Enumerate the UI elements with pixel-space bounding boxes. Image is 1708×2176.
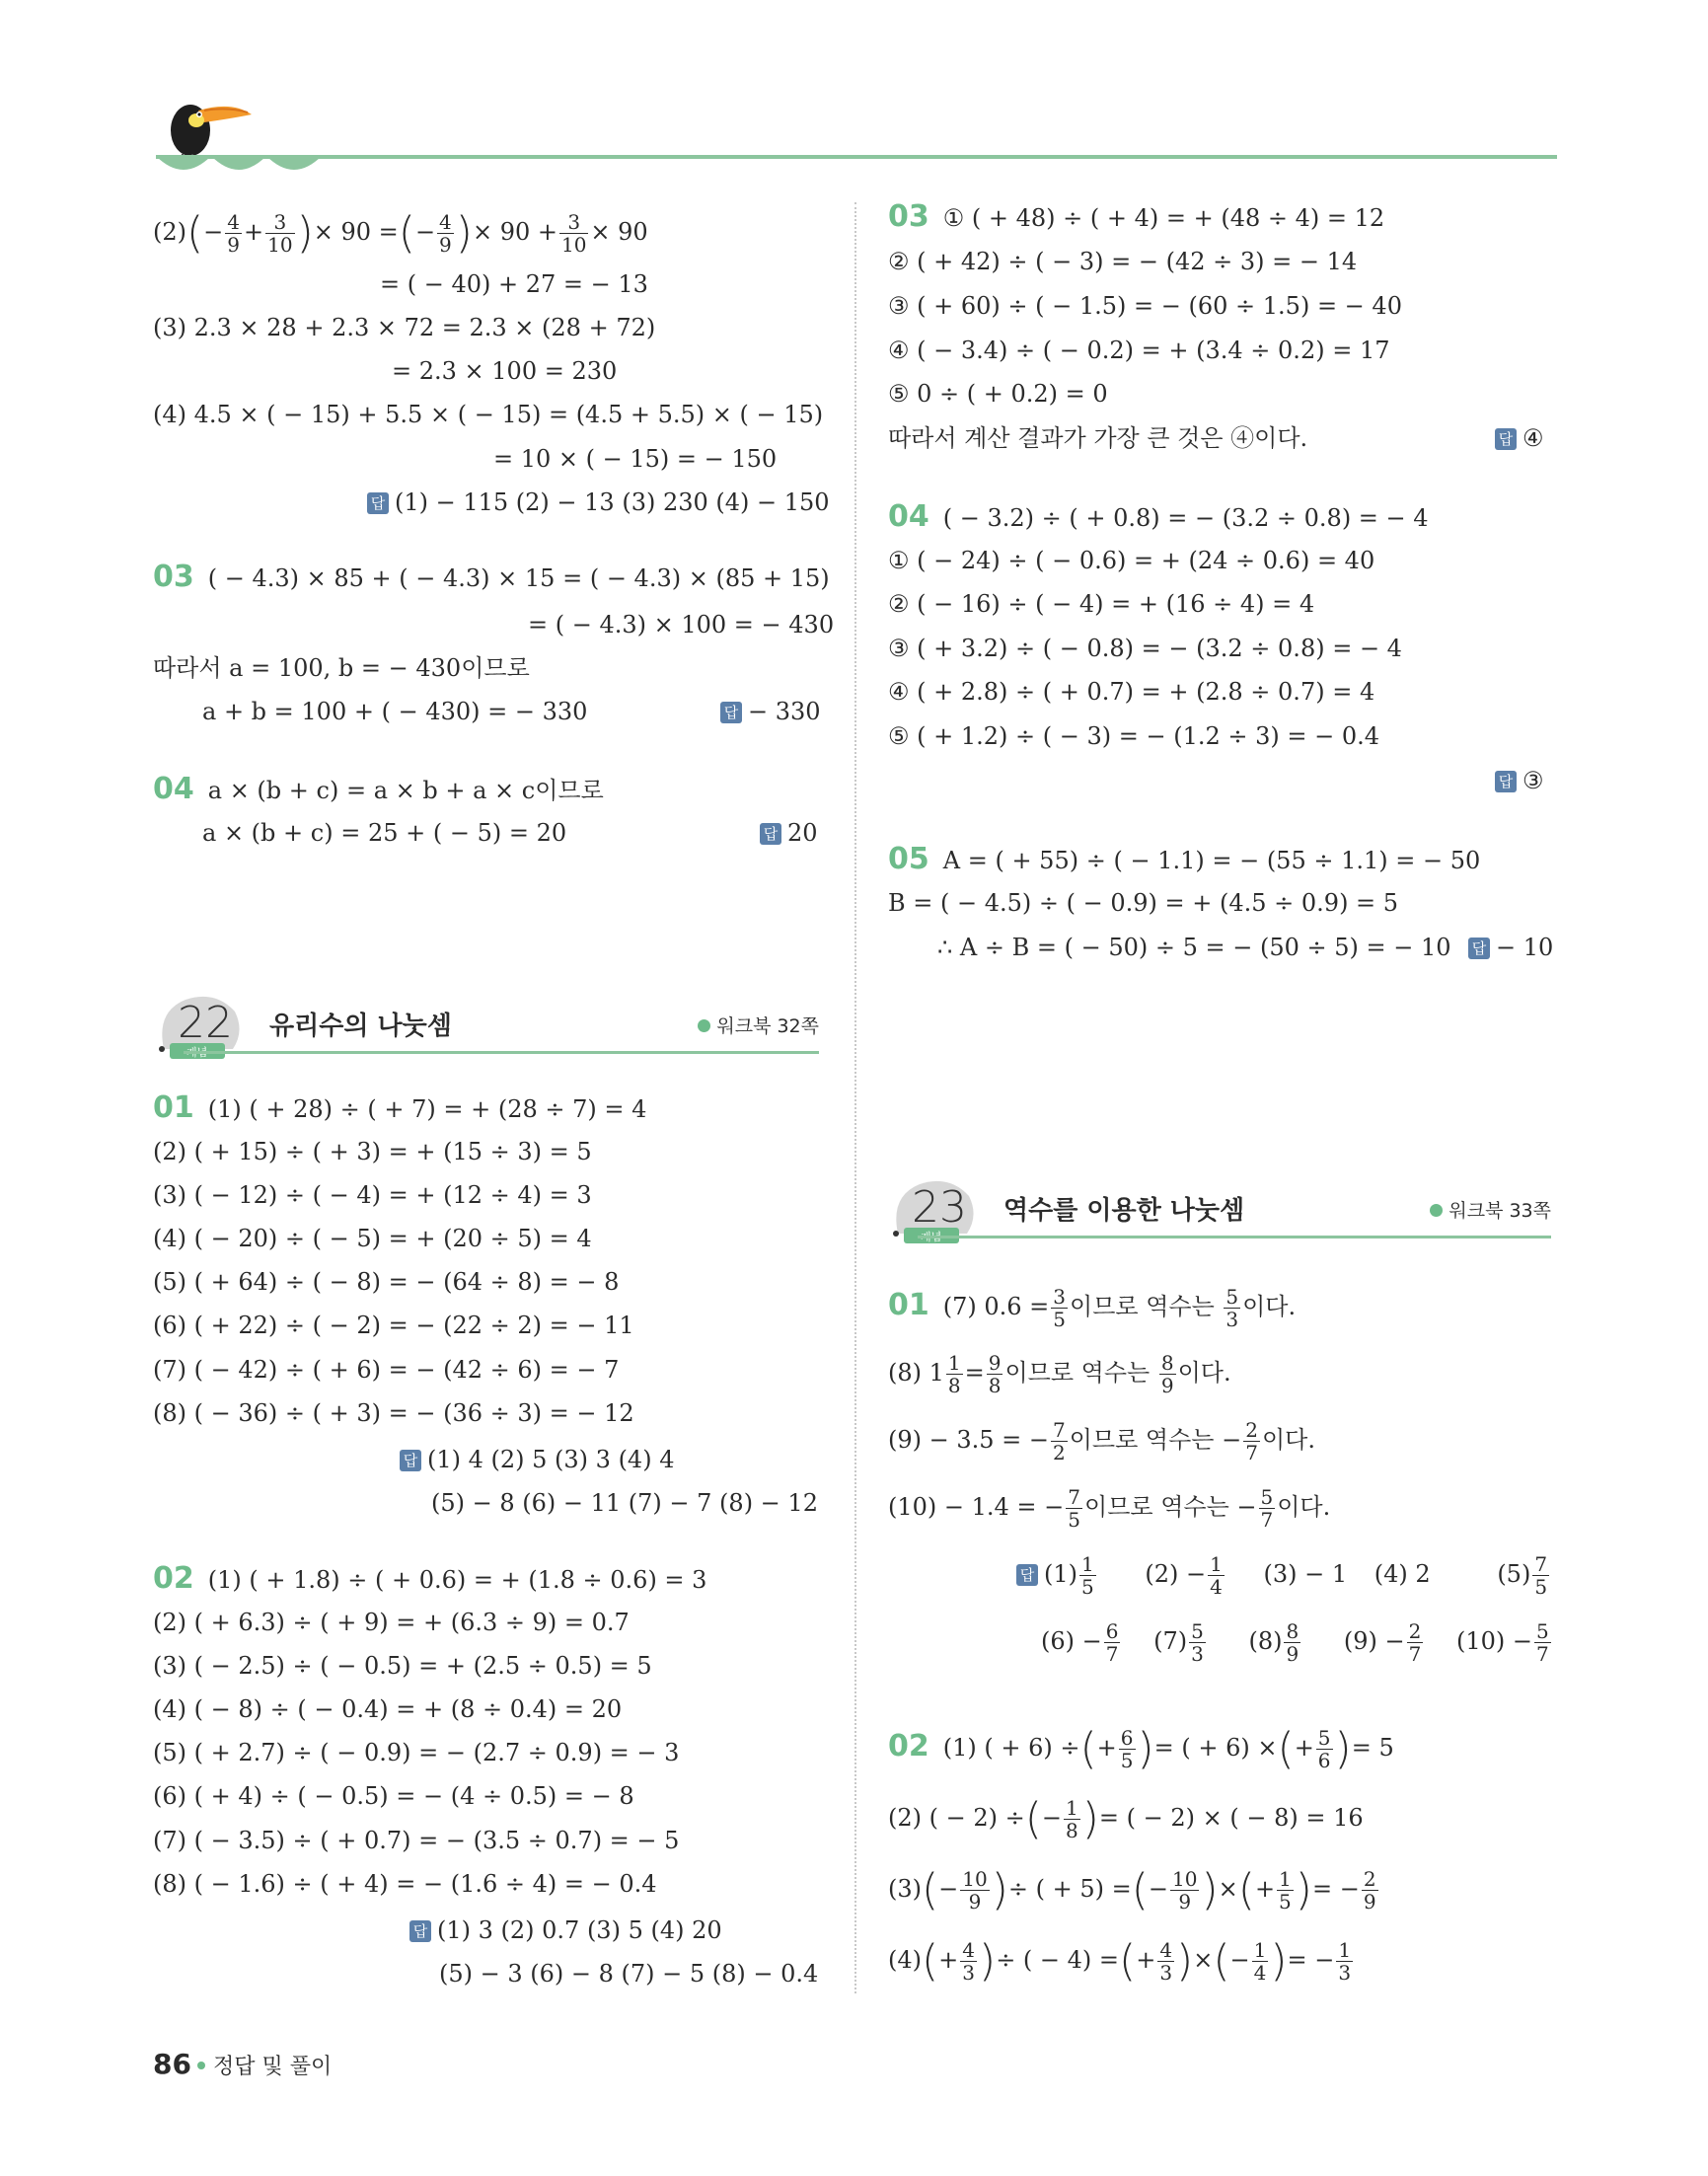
answer-line: 답 ④ bbox=[1495, 423, 1544, 453]
eq-line: ④ ( + 2.8) ÷ ( + 0.7) = + (2.8 ÷ 0.7) = 4 bbox=[888, 678, 1375, 706]
eq-line: (7) ( − 42) ÷ ( + 6) = − (42 ÷ 6) = − 7 bbox=[153, 1356, 620, 1384]
section-title: 역수를 이용한 나눗셈 bbox=[1003, 1196, 1245, 1226]
eq-line: (2) ( + 15) ÷ ( + 3) = + (15 ÷ 3) = 5 bbox=[153, 1138, 592, 1165]
answer-icon: 답 bbox=[760, 823, 781, 845]
section-header-23 bbox=[890, 1176, 1551, 1245]
eq-line: (4) 4.5 × ( − 15) + 5.5 × ( − 15) = (4.5 + 5.5) × ( − 15) bbox=[153, 401, 824, 428]
eq-line: (2)(− $\frac{4}{9}$ + $\frac{3}{10}$ )× 90 =(− $\frac{4}{9}$ )× 90 + $\frac{3}{10}$ × 90 bbox=[153, 207, 648, 259]
eq-line: (5) ( + 2.7) ÷ ( − 0.9) = − (2.7 ÷ 0.9) = − 3 bbox=[153, 1739, 680, 1766]
eq-line: ③ ( + 3.2) ÷ ( − 0.8) = − (3.2 ÷ 0.8) = − 4 bbox=[888, 635, 1402, 662]
eq-line: (8) 1 $\frac{1}{8}$ = $\frac{9}{8}$ 이므로 역수는 $\frac{8}{9}$ 이다. bbox=[888, 1351, 1231, 1397]
answer-icon: 답 bbox=[367, 492, 389, 514]
eq-line: B = ( − 4.5) ÷ ( − 0.9) = + (4.5 ÷ 0.9) = 5 bbox=[888, 889, 1399, 917]
workbook-ref: 워크북 33쪽 bbox=[1430, 1196, 1551, 1223]
answer-line: 답 (1) − 115 (2) − 13 (3) 230 (4) − 150 bbox=[367, 488, 830, 517]
eq-line: (4)(+ $\frac{4}{3}$ )÷ ( − 4) =(+ $\frac{4}{3}$ )×(− $\frac{1}{4}$ )= − $\frac{1}{3}$ bbox=[888, 1935, 1352, 1987]
q02-line: 02 (1) ( + 6) ÷(+ $\frac{6}{5}$ )= ( + 6) ×(+ $\frac{5}{6}$ )= 5 bbox=[888, 1723, 1394, 1774]
page-number: 86 bbox=[153, 2048, 191, 2080]
eq-line: (3) ( − 12) ÷ ( − 4) = + (12 ÷ 4) = 3 bbox=[153, 1181, 592, 1209]
q01-line: 01 (7) 0.6 = $\frac{3}{5}$ 이므로 역수는 $\frac{5}{3}$ 이다. bbox=[888, 1285, 1297, 1331]
answer-line: 답 (1) $\frac{1}{5}$ (2) − $\frac{1}{4}$ (3) − 1 (4) 2 (5) $\frac{7}{5}$ bbox=[1016, 1546, 1551, 1602]
eq-line: = ( − 40) + 27 = − 13 bbox=[380, 270, 648, 298]
answer-icon: 답 bbox=[1016, 1564, 1038, 1586]
eq-line: = ( − 4.3) × 100 = − 430 bbox=[528, 611, 835, 638]
eq-line: ∴ A ÷ B = ( − 50) ÷ 5 = − (50 ÷ 5) = − 10 bbox=[937, 934, 1451, 961]
eq-line: (4) ( − 8) ÷ ( − 0.4) = + (8 ÷ 0.4) = 20 bbox=[153, 1695, 623, 1723]
answer-line: 답 (1) 3 (2) 0.7 (3) 5 (4) 20 bbox=[409, 1915, 722, 1945]
eq-line: (6) ( + 4) ÷ ( − 0.5) = − (4 ÷ 0.5) = − 8 bbox=[153, 1782, 634, 1810]
eq-line: ⑤ 0 ÷ ( + 0.2) = 0 bbox=[888, 380, 1108, 408]
section-header-22 bbox=[156, 992, 819, 1061]
section-number: 23 bbox=[912, 1182, 967, 1233]
eq-line: (3)(− $\frac{10}{9}$ )÷ ( + 5) =(− $\frac{10}{9}$ )×(+ $\frac{1}{5}$ )= − $\frac{2}{9}$ bbox=[888, 1864, 1376, 1915]
eq-line: ③ ( + 60) ÷ ( − 1.5) = − (60 ÷ 1.5) = − 40 bbox=[888, 292, 1402, 320]
answer-line: 답 (1) 4 (2) 5 (3) 3 (4) 4 bbox=[400, 1445, 674, 1474]
eq-line: (3) 2.3 × 28 + 2.3 × 72 = 2.3 × (28 + 72) bbox=[153, 314, 656, 341]
q03-line: 03 ① ( + 48) ÷ ( + 4) = + (48 ÷ 4) = 12 bbox=[888, 199, 1385, 234]
eq-line: = 2.3 × 100 = 230 bbox=[392, 357, 618, 385]
eq-line: ⑤ ( + 1.2) ÷ ( − 3) = − (1.2 ÷ 3) = − 0.4 bbox=[888, 722, 1380, 750]
header-rule bbox=[156, 155, 1557, 159]
answer-line: (5) − 3 (6) − 8 (7) − 5 (8) − 0.4 bbox=[439, 1960, 819, 1988]
eq-line: ② ( + 42) ÷ ( − 3) = − (42 ÷ 3) = − 14 bbox=[888, 248, 1358, 275]
eq-line: (2) ( + 6.3) ÷ ( + 9) = + (6.3 ÷ 9) = 0.7 bbox=[153, 1609, 630, 1636]
answer-icon: 답 bbox=[409, 1920, 431, 1942]
q04-line: 04 ( − 3.2) ÷ ( + 0.8) = − (3.2 ÷ 0.8) = − 4 bbox=[888, 499, 1429, 534]
eq-line: a + b = 100 + ( − 430) = − 330 bbox=[202, 698, 588, 725]
q01-line: 01 (1) ( + 28) ÷ ( + 7) = + (28 ÷ 7) = 4 bbox=[153, 1090, 647, 1125]
eq-line: (7) ( − 3.5) ÷ ( + 0.7) = − (3.5 ÷ 0.7) = − 5 bbox=[153, 1827, 680, 1854]
answer-line: 답 20 bbox=[760, 818, 818, 848]
q02-line: 02 (1) ( + 1.8) ÷ ( + 0.6) = + (1.8 ÷ 0.6) = 3 bbox=[153, 1561, 707, 1596]
answer-line: (6) − $\frac{6}{7}$ (7) $\frac{5}{3}$ (8) $\frac{8}{9}$ (9) − $\frac{2}{7}$ (10) − $\frac{5}{7}$ bbox=[1041, 1619, 1549, 1666]
header-wave-decoration bbox=[156, 156, 324, 178]
eq-line: (4) ( − 20) ÷ ( − 5) = + (20 ÷ 5) = 4 bbox=[153, 1225, 592, 1252]
eq-line: (5) ( + 64) ÷ ( − 8) = − (64 ÷ 8) = − 8 bbox=[153, 1268, 620, 1296]
answer-icon: 답 bbox=[720, 702, 742, 723]
eq-line: 따라서 계산 결과가 가장 큰 것은 ④이다. bbox=[888, 424, 1308, 452]
column-divider bbox=[854, 202, 856, 1993]
answer-line: (5) − 8 (6) − 11 (7) − 7 (8) − 12 bbox=[431, 1489, 818, 1517]
eq-line: ② ( − 16) ÷ ( − 4) = + (16 ÷ 4) = 4 bbox=[888, 590, 1315, 618]
eq-line: (2) ( − 2) ÷(− $\frac{1}{8}$ )= ( − 2) × ( − 8) = 16 bbox=[888, 1793, 1364, 1844]
answer-line: 답 − 10 bbox=[1468, 933, 1553, 962]
eq-line: (10) − 1.4 = − $\frac{7}{5}$ 이므로 역수는 − $\frac{5}{7}$ 이다. bbox=[888, 1485, 1331, 1532]
eq-line: 따라서 a = 100, b = − 430이므로 bbox=[153, 654, 530, 682]
footer-label: 정답 및 풀이 bbox=[212, 2055, 333, 2079]
answer-line: 답 − 330 bbox=[720, 697, 821, 726]
eq-line: (3) ( − 2.5) ÷ ( − 0.5) = + (2.5 ÷ 0.5) = 5 bbox=[153, 1652, 652, 1680]
eq-line: (6) ( + 22) ÷ ( − 2) = − (22 ÷ 2) = − 11 bbox=[153, 1312, 634, 1339]
answer-icon: 답 bbox=[1468, 938, 1490, 959]
eq-line: ① ( − 24) ÷ ( − 0.6) = + (24 ÷ 0.6) = 40 bbox=[888, 547, 1375, 574]
q03-line: 03 ( − 4.3) × 85 + ( − 4.3) × 15 = ( − 4.3) × (85 + 15) bbox=[153, 560, 830, 594]
eq-line: a × (b + c) = 25 + ( − 5) = 20 bbox=[202, 819, 567, 847]
section-title: 유리수의 나눗셈 bbox=[269, 1012, 452, 1041]
eq-line: (8) ( − 1.6) ÷ ( + 4) = − (1.6 ÷ 4) = − 0.4 bbox=[153, 1870, 657, 1898]
answer-icon: 답 bbox=[1495, 771, 1517, 792]
answer-icon: 답 bbox=[1495, 428, 1517, 450]
q05-line: 05 A = ( + 55) ÷ ( − 1.1) = − (55 ÷ 1.1) = − 50 bbox=[888, 842, 1481, 876]
page-footer bbox=[153, 2048, 332, 2080]
workbook-ref: 워크북 32쪽 bbox=[698, 1012, 819, 1038]
eq-line: = 10 × ( − 15) = − 150 bbox=[493, 445, 778, 473]
section-number: 22 bbox=[178, 998, 233, 1048]
q04-line: 04 a × (b + c) = a × b + a × c이므로 bbox=[153, 772, 604, 806]
answer-line: 답 ③ bbox=[1495, 766, 1544, 795]
eq-line: (8) ( − 36) ÷ ( + 3) = − (36 ÷ 3) = − 12 bbox=[153, 1399, 634, 1427]
eq-line: (9) − 3.5 = − $\frac{7}{2}$ 이므로 역수는 − $\frac{2}{7}$ 이다. bbox=[888, 1418, 1315, 1464]
eq-line: ④ ( − 3.4) ÷ ( − 0.2) = + (3.4 ÷ 0.2) = 17 bbox=[888, 337, 1390, 364]
answer-icon: 답 bbox=[400, 1450, 421, 1471]
